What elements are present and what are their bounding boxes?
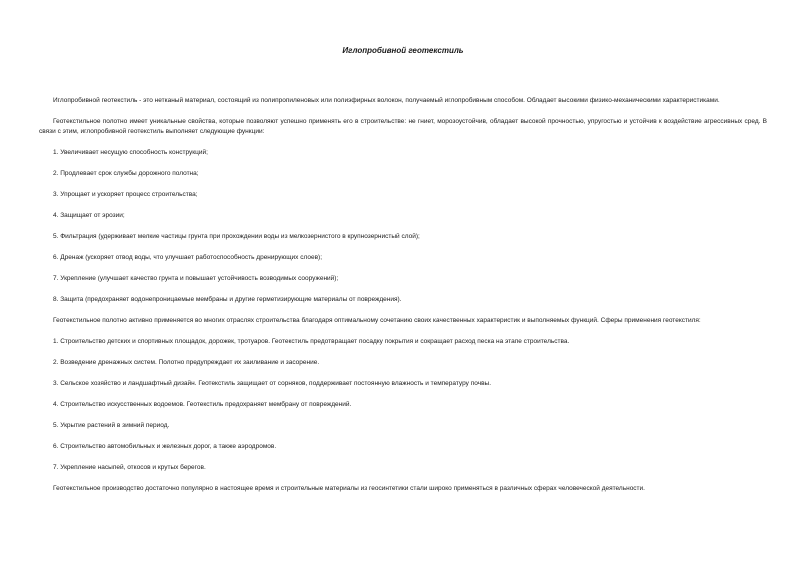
list-item: 6. Дренаж (ускоряет отвод воды, что улучшает работоспособность дренирующих слоев); <box>53 254 323 261</box>
list-item: 5. Фильтрация (удерживает мелкие частицы грунта при прохождении воды из мелкозернистого в крупнозернистый слой); <box>53 233 420 240</box>
applications-intro-paragraph: Геотекстильное полотно активно применяется во многих отраслях строительства благодаря оптимальному сочетанию своих качественных характеристик и выполняемых функций. Сферы применения геотекстиля: <box>53 317 701 324</box>
list-item: 8. Защита (предохраняет водонепроницаемые мембраны и другие герметизирующие материалы от повреждения). <box>53 296 402 303</box>
intro-paragraph: Иглопробивной геотекстиль - это нетканый материал, состоящий из полипропиленовых или полиэфирных волокон, получаемый иглопробивным способом. Обладает высокими физико-механическими характеристиками. <box>53 97 720 104</box>
list-item: 7. Укрепление (улучшает качество грунта и повышает устойчивость возводимых сооружений); <box>53 275 339 282</box>
list-item: 4. Защищает от эрозии; <box>53 212 125 219</box>
list-item: 3. Сельское хозяйство и ландшафтный дизайн. Геотекстиль защищает от сорняков, поддерживает постоянную влажность и температуру почвы. <box>53 380 492 387</box>
document-body <box>39 96 767 505</box>
list-item: 6. Строительство автомобильных и железных дорог, а также аэродромов. <box>53 443 277 450</box>
applications-list <box>39 337 767 473</box>
list-item: 7. Укрепление насыпей, откосов и крутых берегов. <box>53 464 206 471</box>
list-item: 5. Укрытие растений в зимний период. <box>53 422 170 429</box>
list-item: 2. Возведение дренажных систем. Полотно предупреждает их заиливание и засорение. <box>53 359 320 366</box>
list-item: 2. Продлевает срок службы дорожного полотна; <box>53 170 199 177</box>
list-item: 4. Строительство искусственных водоемов. Геотекстиль предохраняет мембрану от повреждений. <box>53 401 352 408</box>
functions-list <box>39 148 767 305</box>
properties-paragraph: Геотекстильное полотно имеет уникальные свойства, которые позволяют успешно применять его в строительстве: не гниет, морозоустойчив, обладает высокой прочностью, упругостью и устойчив к воздействие агрессивных сред. В связи с этим, иглопробивной геотекстиль выполняет следующие функции: <box>39 118 767 135</box>
document-page <box>39 0 767 571</box>
conclusion-paragraph: Геотекстильное производство достаточно популярно в настоящее время и строительные материалы из геосинтетики стали широко применяться в различных сферах человеческой деятельности. <box>53 485 645 492</box>
list-item: 1. Увеличивает несущую способность конструкций; <box>53 149 208 156</box>
list-item: 3. Упрощает и ускоряет процесс строительства; <box>53 191 198 198</box>
page-title: Иглопробивной геотекстиль <box>342 46 464 55</box>
list-item: 1. Строительство детских и спортивных площадок, дорожек, тротуаров. Геотекстиль предотвращает посадку покрытия и сокращает расход песка на этапе строительства. <box>53 338 570 345</box>
